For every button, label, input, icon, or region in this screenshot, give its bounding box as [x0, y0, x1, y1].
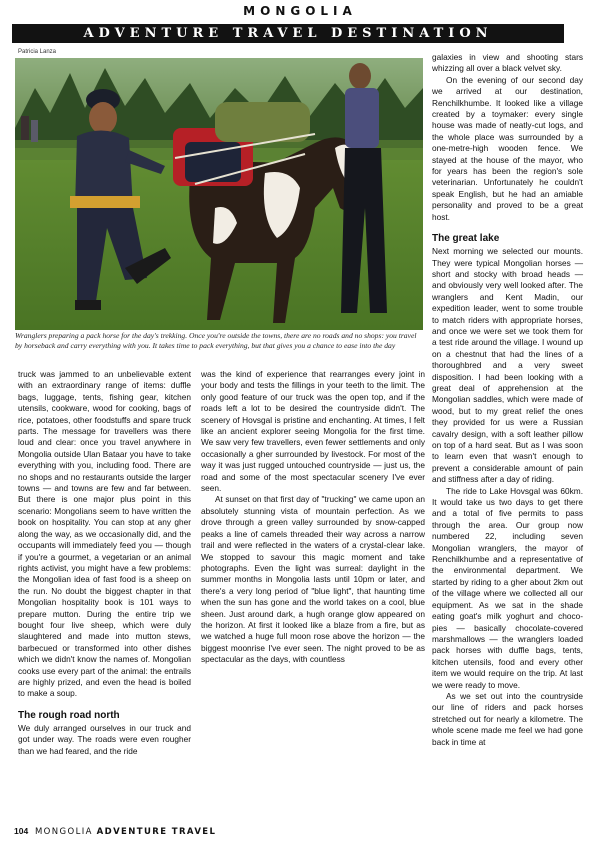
footer-brand: MONGOLIA [34, 827, 93, 837]
wranglers-photo [15, 58, 423, 330]
subheading-rough-road: The rough road north [18, 709, 120, 721]
column3-paragraph-3: The ride to Lake Hovsgal was 60km. It would take us two days to get there and a total of five permits to pass through the area. Our group now numbered 22, including seven Mongolian wranglers, the mayor of Renchilkhumbe and a representative of the environmental department. We started by riding to a gher about 2km out of the village where we collected all our equipment. As we sat in the shade eating goat's milk yoghurt and choco-pies — basically chocolate-covered marshmallows — the wranglers loaded pack horses with duffle bags, tents, kitchen utensils, food and every other item we would require on the trip. At last we were ready to move. [432, 485, 583, 690]
article-column-1 [18, 369, 191, 757]
column3-paragraph-4: As we set out into the countryside our line of riders and pack horses stretched out for nearly a kilometre. The whole scene made me feel we had gone back in time at [432, 690, 583, 747]
magazine-kicker: MONGOLIA [243, 4, 357, 18]
page-number: 104 [14, 826, 29, 836]
column2-paragraph-2: At sunset on that first day of "trucking" we came upon an absolutely stunning vista of mountain perfection. As we drove through a green valley surrounded by snow-capped peaks a line of camels threaded their way across a narrow trail and were reflected in the waters of a crystal-clear lake. We stopped to savour this magic moment and take photographs. Even the light was surreal: daylight in the summer months in Mongolia lasts until 10pm or later, and there's a very long period of "blue light", that haunting time when the sun has gone and the world takes on a cool, blue sheen. Just around dark, a hugh orange glow appeared on the horizon. At first it looked like a blaze from a fire, but as we watched a huge full moon rose above the horizon — the biggest moonrise I've ever seen. The night proved to be as spectacular as the days, with countless [201, 494, 425, 665]
column3-paragraph-0: galaxies in view and shooting stars whizzing all over a black velvet sky. [432, 52, 583, 74]
column2-paragraph-1: was the kind of experience that rearranges every joint in your body and tests the fillings in your teeth to the limit. The only good feature of our truck was the open top, and if the roads left a lot to be desired the countryside didn't. The scenery of Hovsgal is pristine and enchanting. At times, I felt like an ancient explorer seeing Mongolia for the first time. We saw very few travellers, even fewer settlements and only occasionally a gher surrounded by livestock. For most of the way it was just rugged untouched countryside — just us, the road and some of the most spectacular scenery I've ever seen. [201, 369, 425, 494]
column1-paragraph-2: We duly arranged ourselves in our truck and got under way. The roads were even rougher than we had feared, and the ride [18, 722, 191, 756]
subheading-great-lake: The great lake [432, 233, 500, 245]
column3-paragraph-2: Next morning we selected our mounts. They were typical Mongolian horses — short and stocky with broad heads — and obviously very well looked after. The wranglers and Kent Madin, our expedition leader, went to some trouble to match riders with appropriate horses, and once we were set we took them for a test ride around the village. I wound up on a chestnut that had the lines of a thoroughbred and a very sweet disposition. I had been looking with a great deal of apprehension at the Mongolian saddles, which were made of wood, but to my great relief the ones they provided for us were a Russian cavalry design, with a soft leather pillow on top of a hard seat. But as I was soon to learn even that wasn't enough to prevent a considerable amount of pain and stiffness after a day of riding. [432, 246, 583, 485]
article-column-3 [432, 52, 583, 748]
column3-paragraph-1: On the evening of our second day we arrived at our destination, Renchilkhumbe. It looked like a village created by a toymaker: every single house was made of neatly-cut logs, and the whole place was surrounded by a one-metre-high wooden fence. We stayed at the house of the mayor, who for years has been the region's sole veterinarian. Unfortunately he couldn't speak English, but he had an amiable personality and proved to be a great host. [432, 74, 583, 222]
column1-paragraph-1: truck was jammed to an unbelievable extent with an extraordinary range of items: duffle bags, luggage, tents, fishing gear, kitchen utensils, cookware, wood for cooking, bags of rice, potatoes, other foodstuffs and spare truck parts. The message for travellers was there loud and clear: once you travel anywhere in Mongolia outside Ulan Bataar you have to take everything with you, including food. There are no shops and no restaurants outside the larger towns — and towns are few and far between. But there is one major plus point in this scenario: Mongolians seem to have written the book on hospitality. You can stop at any gher along the way, as we occasionally did, and the occupants will immediately feed you — though if you're a gourmet, a vegetarian or an animal rights activist, you might have a few problems: the Mongolian idea of fast food is a sheep on the run. No doubt the biggest chapter in that Mongolian hospitality book is 101 ways to prepare mutton. During the entire trip we bought four live sheep, which were duly slaughtered and made into mutton stews, barbecued or transformed into other dishes which we didn't know the names of. Mongolian cooks use every part of the animal: the entrails are highly prized, and even the head is boiled to make a soup. [18, 369, 191, 699]
photo-credit: Patricia Lanza [18, 49, 57, 55]
footer-section: ADVENTURE TRAVEL [96, 827, 217, 837]
photo-caption: Wranglers preparing a pack horse for the day's trekking. Once you're outside the towns, there are no roads and no shops: you travel by horseback and carry everything with you. It takes time to pack everything, but that gives you a chance to ease into the day [15, 331, 417, 351]
section-banner: ADVENTURE TRAVEL DESTINATION [12, 24, 564, 43]
article-column-2 [201, 369, 425, 666]
page-footer [14, 826, 216, 837]
